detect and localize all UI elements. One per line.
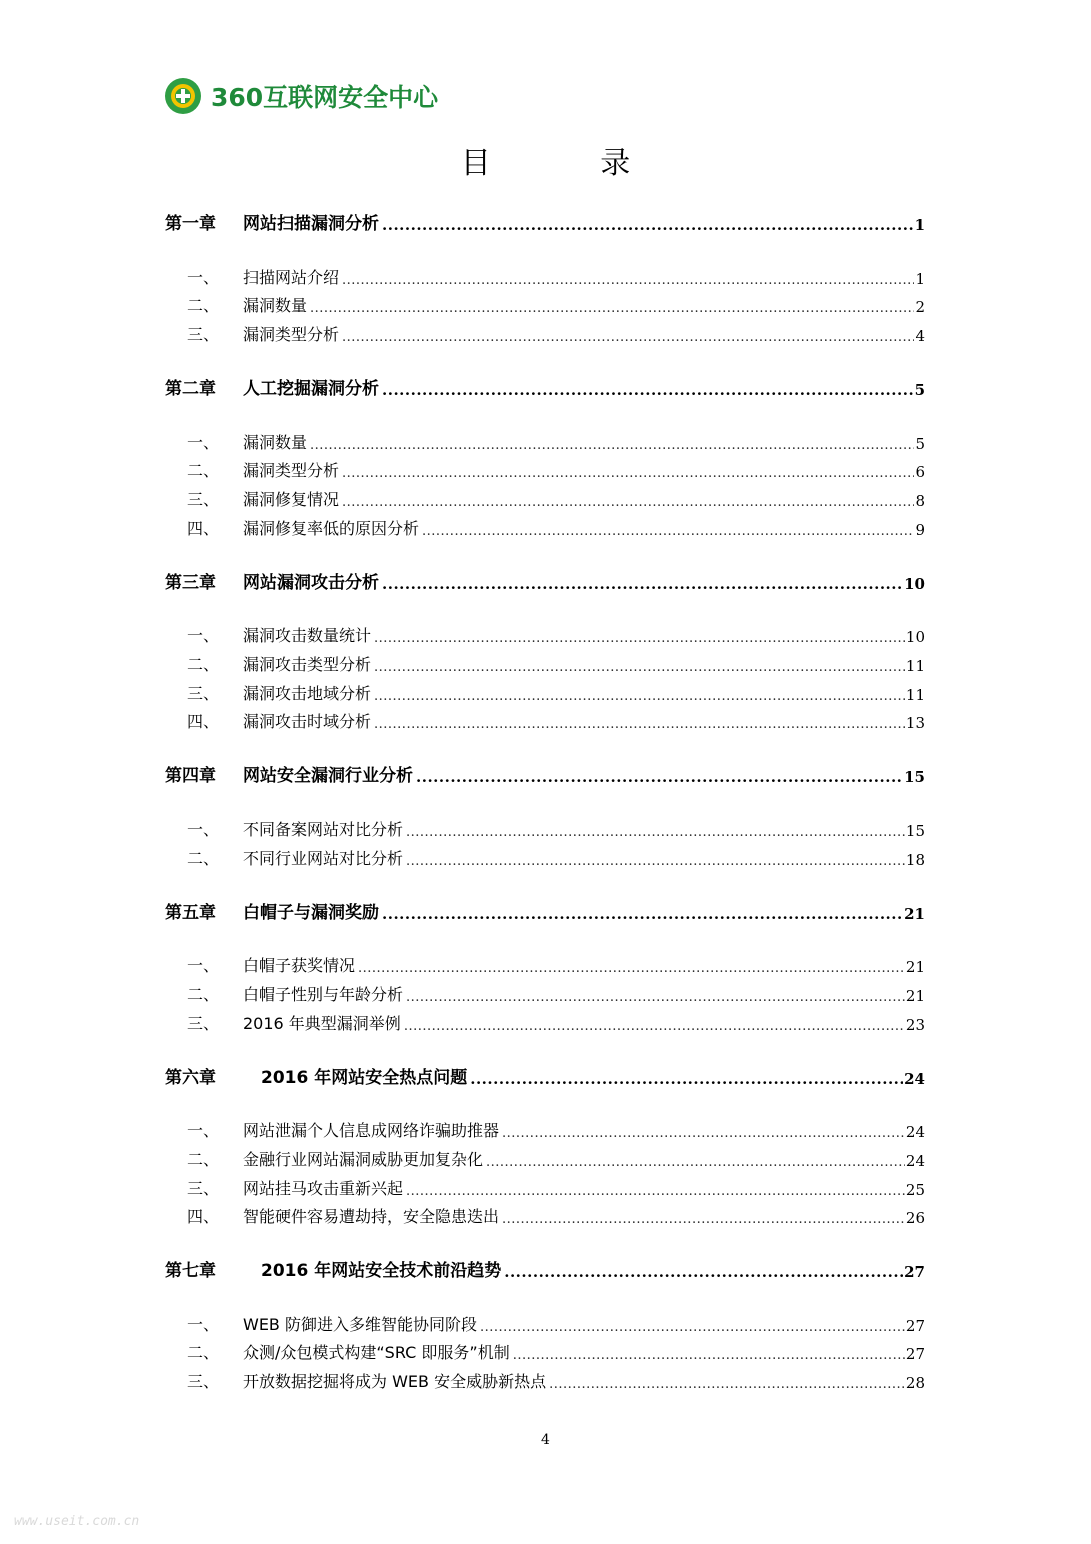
toc-section-entry[interactable] (165, 1117, 925, 1141)
toc-entry-page: 23 (905, 1016, 925, 1034)
toc-chapter-entry[interactable] (165, 1257, 925, 1281)
toc-entry-page: 2 (915, 298, 925, 316)
toc-leader-dots (480, 1312, 905, 1332)
toc-entry-number: 二、 (187, 655, 220, 674)
toc-entry-title: 漏洞类型分析 (243, 461, 340, 480)
toc-entry-page: 1 (914, 216, 925, 234)
toc-leader-dots (422, 516, 914, 536)
toc-entry-number: 一、 (187, 820, 220, 839)
toc-entry-number: 三、 (187, 684, 220, 703)
toc-entry-number: 一、 (187, 433, 220, 452)
toc-entry-title: 2016 年网站安全热点问题 (261, 1068, 468, 1088)
toc-entry-number: 一、 (187, 956, 220, 975)
toc-chapter-entry[interactable] (165, 762, 925, 786)
toc-entry-page: 13 (905, 714, 925, 732)
toc-entry-number: 二、 (187, 849, 220, 868)
toc-entry-title: 漏洞数量 (243, 433, 308, 452)
toc-entry-number: 第四章 (165, 766, 216, 786)
toc-section-entry[interactable] (165, 680, 925, 704)
toc-entry-number: 三、 (187, 1014, 220, 1033)
toc-leader-dots (406, 982, 905, 1002)
toc-entry-page: 4 (915, 327, 925, 345)
toc-section-entry[interactable] (165, 1311, 925, 1335)
toc-entry-title: 众测/众包模式构建“SRC 即服务”机制 (243, 1343, 510, 1362)
toc-entry-number: 一、 (187, 626, 220, 645)
toc-entry-number: 一、 (187, 1121, 220, 1140)
toc-entry-page: 5 (914, 381, 925, 399)
toc-entry-page: 8 (915, 492, 925, 510)
toc-entry-page: 27 (905, 1345, 925, 1363)
toc-chapter-entry[interactable] (165, 899, 925, 923)
toc-section-entry[interactable] (165, 1368, 925, 1392)
toc-section-entry[interactable] (165, 845, 925, 869)
toc-section-entry[interactable] (165, 1010, 925, 1034)
toc-entry-title: 网站扫描漏洞分析 (243, 214, 379, 234)
toc-entry-page: 27 (904, 1263, 925, 1281)
toc-entry-title: 智能硬件容易遭劫持，安全隐患迭出 (243, 1207, 500, 1226)
toc-section-entry[interactable] (165, 1146, 925, 1170)
toc-entry-title: 不同备案网站对比分析 (243, 820, 404, 839)
toc-entry-number: 二、 (187, 1343, 220, 1362)
toc-section-entry[interactable] (165, 457, 925, 481)
toc-entry-number: 二、 (187, 461, 220, 480)
toc-entry-page: 15 (904, 768, 925, 786)
toc-section-entry[interactable] (165, 1203, 925, 1227)
toc-leader-dots (404, 1011, 905, 1031)
toc-entry-title: 网站漏洞攻击分析 (243, 573, 379, 593)
toc-entry-page: 24 (905, 1152, 925, 1170)
toc-entry-title: 网站安全漏洞行业分析 (243, 766, 413, 786)
toc-entry-page: 6 (915, 463, 925, 481)
toc-leader-dots (310, 293, 914, 313)
toc-chapter-entry[interactable] (165, 569, 925, 593)
page-title: 目 录 (460, 146, 681, 181)
toc-section-entry[interactable] (165, 264, 925, 288)
toc-entry-title: 漏洞攻击地域分析 (243, 684, 372, 703)
toc-leader-dots (502, 1118, 905, 1138)
toc-entry-title: 金融行业网站漏洞威胁更加复杂化 (243, 1150, 484, 1169)
toc-entry-page: 10 (905, 628, 925, 646)
toc-section-entry[interactable] (165, 429, 925, 453)
toc-entry-page: 18 (905, 851, 925, 869)
toc-entry-title: 人工挖掘漏洞分析 (243, 379, 379, 399)
toc-entry-number: 三、 (187, 1179, 220, 1198)
toc-entry-title: 漏洞修复情况 (243, 490, 340, 509)
logo-text: 360互联网安全中心 (211, 83, 439, 112)
toc-leader-dots (342, 322, 914, 342)
toc-entry-number: 四、 (187, 1207, 220, 1226)
toc-section-entry[interactable] (165, 622, 925, 646)
toc-entry-title: 白帽子与漏洞奖励 (243, 903, 379, 923)
toc-entry-number: 第五章 (165, 903, 216, 923)
toc-entry-title: 网站泄漏个人信息成网络诈骗助推器 (243, 1121, 500, 1140)
toc-entry-page: 1 (915, 270, 925, 288)
toc-leader-dots (382, 900, 903, 920)
toc-entry-title: 漏洞攻击数量统计 (243, 626, 372, 645)
toc-section-entry[interactable] (165, 1339, 925, 1363)
toc-section-entry[interactable] (165, 708, 925, 732)
toc-entry-title: 漏洞攻击类型分析 (243, 655, 372, 674)
toc-entry-page: 15 (905, 822, 925, 840)
toc-leader-dots (342, 487, 914, 507)
toc-section-entry[interactable] (165, 515, 925, 539)
toc-entry-title: WEB 防御进入多维智能协同阶段 (243, 1315, 477, 1334)
toc-entry-page: 11 (905, 657, 925, 675)
toc-leader-dots (374, 681, 905, 701)
toc-leader-dots (406, 846, 905, 866)
toc-entry-number: 四、 (187, 712, 220, 731)
toc-leader-dots (549, 1369, 905, 1389)
page-number: 4 (541, 1432, 550, 1448)
toc-entry-title: 漏洞数量 (243, 296, 308, 315)
header-logo (163, 76, 438, 116)
toc-entry-page: 9 (915, 521, 925, 539)
toc-leader-dots (406, 1176, 905, 1196)
toc-entry-number: 二、 (187, 296, 220, 315)
toc-entry-number: 第一章 (165, 214, 216, 234)
360-shield-logo-icon (163, 76, 203, 116)
toc-section-entry[interactable] (165, 952, 925, 976)
toc-entry-page: 21 (905, 987, 925, 1005)
toc-entry-page: 27 (905, 1317, 925, 1335)
toc-section-entry[interactable] (165, 981, 925, 1005)
toc-entry-title: 扫描网站介绍 (243, 268, 340, 287)
toc-leader-dots (382, 570, 903, 590)
watermark: www.useit.com.cn (14, 1514, 140, 1529)
toc-leader-dots (358, 953, 905, 973)
toc-section-entry[interactable] (165, 292, 925, 316)
toc-leader-dots (374, 623, 905, 643)
toc-entry-number: 二、 (187, 985, 220, 1004)
toc-entry-page: 24 (904, 1070, 925, 1088)
toc-leader-dots (416, 763, 903, 783)
toc-entry-title: 开放数据挖掘将成为 WEB 安全威胁新热点 (243, 1372, 547, 1391)
toc-entry-title: 2016 年典型漏洞举例 (243, 1014, 401, 1033)
toc-leader-dots (504, 1258, 903, 1278)
toc-leader-dots (502, 1204, 905, 1224)
toc-entry-number: 第六章 (165, 1068, 216, 1088)
toc-leader-dots (470, 1065, 903, 1085)
toc-entry-title: 2016 年网站安全技术前沿趋势 (261, 1261, 502, 1281)
toc-entry-title: 漏洞修复率低的原因分析 (243, 519, 420, 538)
toc-section-entry[interactable] (165, 321, 925, 345)
toc-entry-title: 白帽子性别与年龄分析 (243, 985, 404, 1004)
toc-entry-number: 第七章 (165, 1261, 216, 1281)
toc-entry-title: 白帽子获奖情况 (243, 956, 356, 975)
toc-chapter-entry[interactable] (165, 210, 925, 234)
toc-entry-number: 第三章 (165, 573, 216, 593)
toc-leader-dots (382, 376, 914, 396)
toc-entry-number: 三、 (187, 1372, 220, 1391)
toc-chapter-entry[interactable] (165, 375, 925, 399)
toc-entry-title: 网站挂马攻击重新兴起 (243, 1179, 404, 1198)
toc-entry-number: 一、 (187, 268, 220, 287)
toc-entry-title: 不同行业网站对比分析 (243, 849, 404, 868)
toc-entry-number: 三、 (187, 325, 220, 344)
toc-section-entry[interactable] (165, 651, 925, 675)
toc-entry-page: 10 (904, 575, 925, 593)
toc-leader-dots (342, 458, 914, 478)
toc-entry-number: 四、 (187, 519, 220, 538)
toc-entry-page: 25 (905, 1181, 925, 1199)
toc-section-entry[interactable] (165, 1175, 925, 1199)
toc-leader-dots (382, 211, 914, 231)
toc-entry-number: 三、 (187, 490, 220, 509)
toc-leader-dots (513, 1340, 905, 1360)
toc-leader-dots (486, 1147, 905, 1167)
toc-section-entry[interactable] (165, 816, 925, 840)
toc-leader-dots (406, 817, 905, 837)
toc-entry-title: 漏洞类型分析 (243, 325, 340, 344)
toc-entry-page: 28 (905, 1374, 925, 1392)
toc-entry-page: 26 (905, 1209, 925, 1227)
toc-entry-page: 24 (905, 1123, 925, 1141)
toc-section-entry[interactable] (165, 486, 925, 510)
toc-leader-dots (310, 430, 914, 450)
toc-entry-number: 第二章 (165, 379, 216, 399)
toc-entry-page: 5 (915, 435, 925, 453)
toc-leader-dots (342, 265, 914, 285)
toc-leader-dots (374, 652, 905, 672)
toc-entry-number: 二、 (187, 1150, 220, 1169)
toc-entry-page: 11 (905, 686, 925, 704)
toc-entry-page: 21 (905, 958, 925, 976)
toc-entry-number: 一、 (187, 1315, 220, 1334)
toc-entry-title: 漏洞攻击时域分析 (243, 712, 372, 731)
toc-leader-dots (374, 709, 905, 729)
toc-chapter-entry[interactable] (165, 1064, 925, 1088)
toc-entry-page: 21 (904, 905, 925, 923)
